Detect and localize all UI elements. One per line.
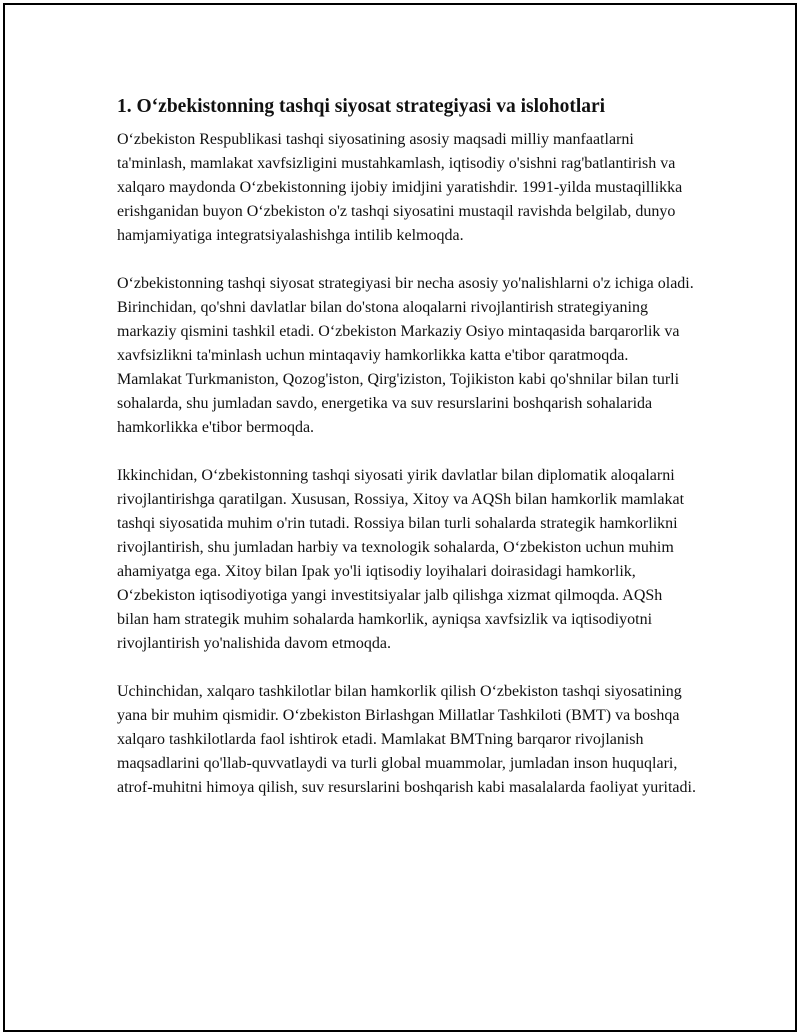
paragraph-first-direction: O‘zbekistonning tashqi siyosat strategiyasi bir necha asosiy yo'nalishlarni o'z ichiga oladi. Birinchidan, qo'shni davlatlar bilan do'stona aloqalarni rivojlantirish strategiyaning markaziy qismini tashkil etadi. O‘zbekiston Markaziy Osiyo mintaqasida barqarorlik va xavfsizlikni ta'minlash uchun mintaqaviy hamkorlikka katta e'tibor qaratmoqda. Mamlakat Turkmaniston, Qozog'iston, Qirg'iziston, Tojikiston kabi qo'shnilar bilan turli sohalarda, shu jumladan savdo, energetika va suv resurslarini boshqarish sohalarida hamkorlikka e'tibor bermoqda. xyxy=(117,275,694,436)
paragraph-second-direction: Ikkinchidan, O‘zbekistonning tashqi siyosati yirik davlatlar bilan diplomatik aloqalarni rivojlantirishga qaratilgan. Xususan, Rossiya, Xitoy va AQSh bilan hamkorlik mamlakat tashqi siyosatida muhim o'rin tutadi. Rossiya bilan turli sohalarda strategik hamkorlikni rivojlantirish, shu jumladan harbiy va texnologik sohalarda, O‘zbekiston uchun muhim ahamiyatga ega. Xitoy bilan Ipak yo'li iqtisodiy loyihalari doirasidagi hamkorlik, O‘zbekiston iqtisodiyotiga yangi investitsiyalar jalb qilishga xizmat qilmoqda. AQSh bilan ham strategik muhim sohalarda hamkorlik, ayniqsa xavfsizlik va iqtisodiyotni rivojlantirish yo'nalishida davom etmoqda. xyxy=(117,467,685,652)
document-body xyxy=(117,95,697,824)
paragraph-third-direction: Uchinchidan, xalqaro tashkilotlar bilan hamkorlik qilish O‘zbekiston tashqi siyosatining yana bir muhim qismidir. O‘zbekiston Birlashgan Millatlar Tashkiloti (BMT) va boshqa xalqaro tashkilotlarda faol ishtirok etadi. Mamlakat BMTning barqaror rivojlanish maqsadlarini qo'llab-quvvatlaydi va turli global muammolar, jumladan inson huquqlari, atrof-muhitni himoya qilish, suv resurslarini boshqarish kabi masalalarda faoliyat yuritadi. xyxy=(117,683,696,796)
paragraph-intro: O‘zbekiston Respublikasi tashqi siyosatining asosiy maqsadi milliy manfaatlarni ta'minlash, mamlakat xavfsizligini mustahkamlash, iqtisodiy o'sishni rag'batlantirish va xalqaro maydonda O‘zbekistonning ijobiy imidjini yaratishdir. 1991-yilda mustaqillikka erishganidan buyon O‘zbekiston o'z tashqi siyosatini mustaqil ravishda belgilab, dunyo hamjamiyatiga integratsiyalashishga intilib kelmoqda. xyxy=(117,131,683,244)
section-heading: 1. O‘zbekistonning tashqi siyosat strategiyasi va islohotlari xyxy=(117,96,606,117)
